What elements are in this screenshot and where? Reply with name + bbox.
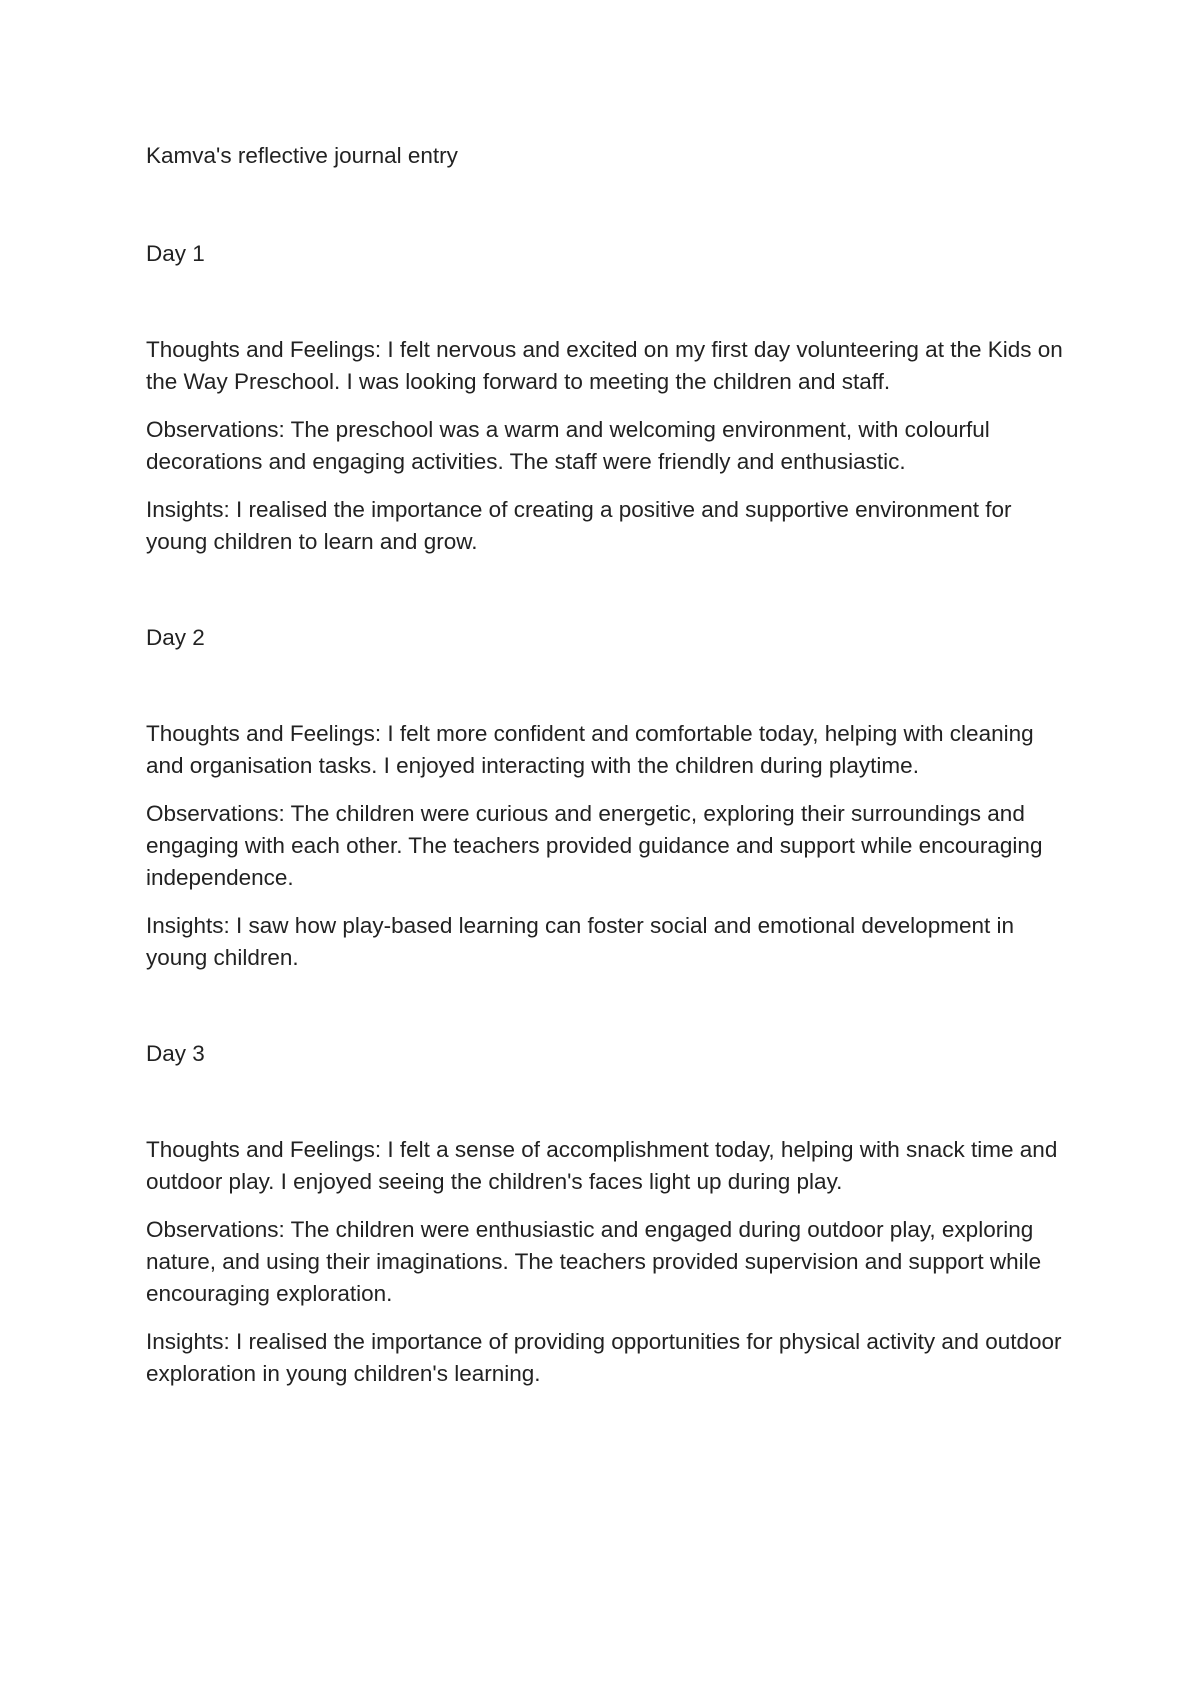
day-2-section [146,622,1076,974]
day-3-observations: Observations: The children were enthusiastic and engaged during outdoor play, exploring nature, and using their imaginations. The teachers provided supervision and support while encouraging exploration. [146,1217,1042,1306]
day-3-insights: Insights: I realised the importance of providing opportunities for physical activity and outdoor exploration in young children's learning. [146,1329,1062,1386]
day-1-observations: Observations: The preschool was a warm and welcoming environment, with colourful decorations and engaging activities. The staff were friendly and enthusiastic. [146,417,990,474]
day-1-section [146,238,1076,558]
document-title: Kamva's reflective journal entry [146,143,458,168]
day-2-thoughts: Thoughts and Feelings: I felt more confident and comfortable today, helping with cleaning and organisation tasks. I enjoyed interacting with the children during playtime. [146,721,1034,778]
day-3-section [146,1038,1076,1390]
day-2-observations: Observations: The children were curious and energetic, exploring their surroundings and engaging with each other. The teachers provided guidance and support while encouraging independence. [146,801,1043,890]
day-1-heading: Day 1 [146,241,205,266]
day-1-insights: Insights: I realised the importance of creating a positive and supportive environment for young children to learn and grow. [146,497,1012,554]
day-2-insights: Insights: I saw how play-based learning can foster social and emotional development in young children. [146,913,1014,970]
day-1-thoughts: Thoughts and Feelings: I felt nervous and excited on my first day volunteering at the Kids on the Way Preschool. I was looking forward to meeting the children and staff. [146,337,1063,394]
day-3-thoughts: Thoughts and Feelings: I felt a sense of accomplishment today, helping with snack time and outdoor play. I enjoyed seeing the children's faces light up during play. [146,1137,1058,1194]
day-2-heading: Day 2 [146,625,205,650]
day-3-heading: Day 3 [146,1041,205,1066]
document-body [146,140,1076,1390]
